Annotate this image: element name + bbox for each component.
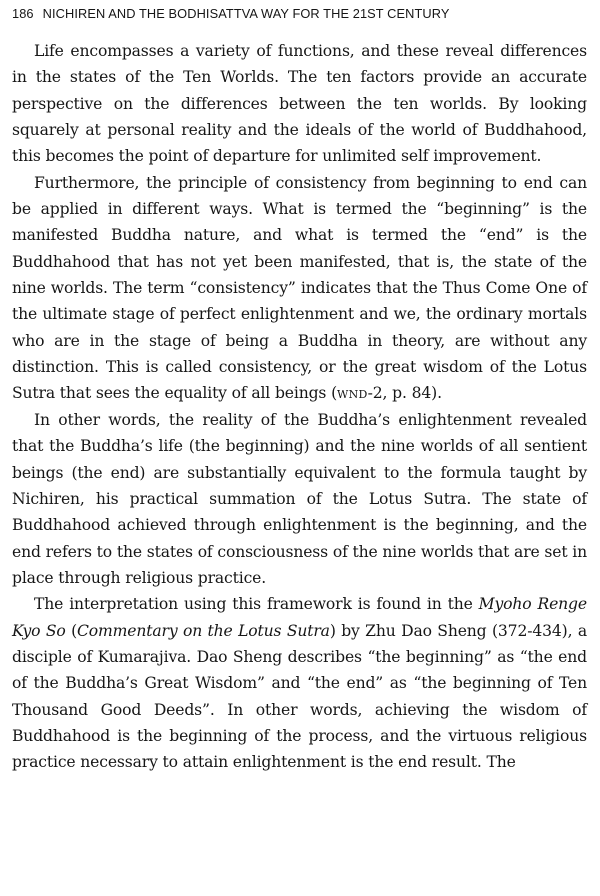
italic-title-myoho-renge-kyo-so: Myoho Renge Kyo So [12,595,587,640]
paragraph-4-intro: The interpretation using this framework is found in the [34,595,479,614]
paren-open: ( [65,621,78,640]
italic-title-commentary: Commentary on the Lotus Sutra [77,621,330,640]
running-head [12,0,587,25]
paragraph-2 [12,170,587,407]
paragraph-4-text: ) by Zhu Dao Sheng (372-434), a disciple of Kumarajiva. Dao Sheng describes “the beginning” as “the end of the Buddha’s Great Wisdom” and “the end” as “the beginning of Ten Thousand Good Deeds”. In other words, achieving the wisdom of Buddhahood is the beginning of the process, and the virtuous religious practice necessary to attain enlightenment is the end result. The [12,621,587,772]
paragraph-4 [12,591,587,775]
paragraph-3 [12,407,587,591]
paragraph-1 [12,38,587,170]
citation-abbrev: wnd [337,384,368,403]
citation-rest: -2, p. 84). [367,384,442,403]
paragraph-1-text: Life encompasses a variety of functions, and these reveal differences in the states of the Ten Worlds. The ten factors provide an accurate perspective on the differences between the ten worlds. By looking squarely at personal reality and the ideals of the world of Buddhahood, this becomes the point of departure for unlimited self improvement. [12,42,587,166]
paragraph-2-text: Furthermore, the principle of consistency from beginning to end can be applied in different ways. What is termed the “beginning” is the manifested Buddha nature, and what is termed the “end” is the Buddhahood that has not yet been manifested, that is, the state of the nine worlds. The term “consistency” indicates that the Thus Come One of the ultimate stage of perfect enlightenment and we, the ordinary mortals who are in the stage of being a Buddha in theory, are without any distinction. This is called consistency, or the great wisdom of the Lotus Sutra that sees the equality of all beings ( [12,173,587,403]
paragraph-3-text: In other words, the reality of the Buddha’s enlightenment revealed that the Buddha’s life (the beginning) and the nine worlds of all sentient beings (the end) are substantially equivalent to the formula taught by Nichiren, his practical summation of the Lotus Sutra. The state of Buddhahood achieved through enlightenment is the beginning, and the end refers to the states of consciousness of the nine worlds that are set in place through religious practice. [12,410,587,587]
page-number: 186 [12,6,34,21]
body-text [12,38,587,776]
running-title: NICHIREN AND THE BODHISATTVA WAY FOR THE 21ST CENTURY [42,6,450,21]
